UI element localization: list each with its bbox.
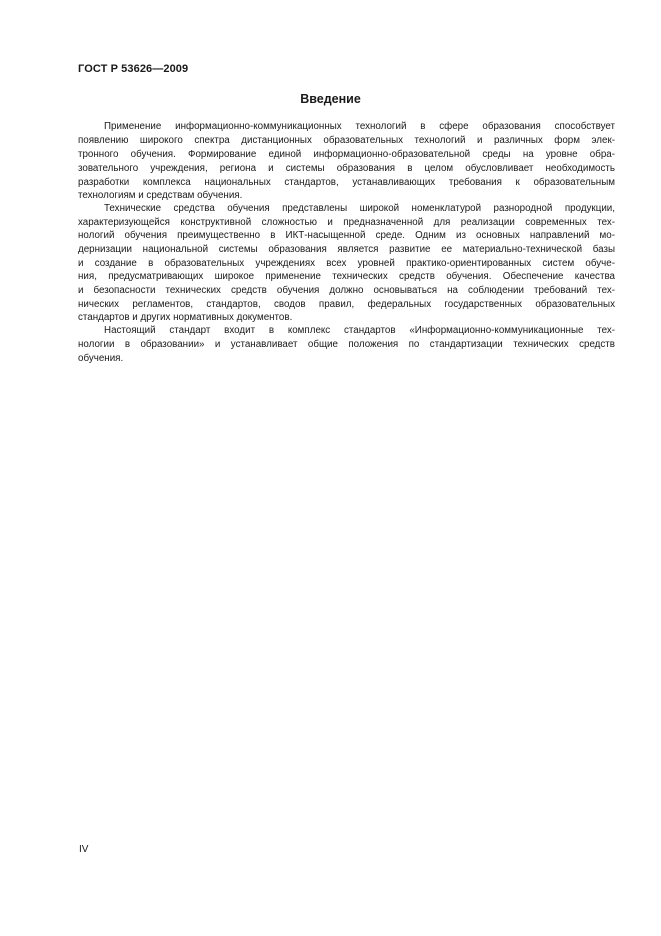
text-line: нических регламентов, стандартов, сводов правил, федеральных государственных образовательных [78, 299, 615, 310]
text-line: технологиям и средствам обучения. [78, 190, 243, 201]
text-line: тронного обучения. Формирование единой информационно-образовательной среды на уровне обра- [78, 149, 615, 160]
text-line: нологий обучения преимущественно в ИКТ-насыщенной среде. Одним из основных направлений мо- [78, 230, 615, 241]
text-line: обучения. [78, 353, 124, 364]
page-number: IV [79, 844, 89, 855]
text-line: дернизации национальной системы образования является развитие ее материально-технической базы [78, 244, 615, 255]
text-line: Применение информационно-коммуникационных технологий в сфере образования способствует [104, 121, 615, 132]
text-line: ния, предусматривающих широкое применение технических средств обучения. Обеспечение качества [78, 271, 615, 282]
text-line: и безопасности технических средств обучения должно основываться на соблюдении требований тех- [78, 285, 615, 296]
text-line: Настоящий стандарт входит в комплекс стандартов «Информационно-коммуникационные тех- [104, 325, 615, 336]
text-line: нологии в образовании» и устанавливает общие положения по стандартизации технических средств [78, 339, 615, 350]
document-header: ГОСТ Р 53626—2009 [78, 63, 189, 75]
text-line: зовательного учреждения, региона и системы образования в целом обусловливает необходимость [78, 163, 615, 174]
text-line: разработки комплекса национальных стандартов, устанавливающих требования к образовательным [78, 177, 615, 188]
text-line: стандартов и других нормативных документов. [78, 312, 293, 323]
text-line: Технические средства обучения представлены широкой номенклатурой разнородной продукции, [104, 203, 615, 214]
text-line: характеризующейся конструктивной сложностью и предназначенной для реализации современных тех- [78, 217, 615, 228]
text-line: и создание в образовательных учреждениях всех уровней практико-ориентированных систем обуче- [78, 258, 615, 269]
section-title: Введение [300, 92, 361, 106]
text-line: появлению широкого спектра дистанционных образовательных технологий и различных форм элек- [78, 135, 615, 146]
